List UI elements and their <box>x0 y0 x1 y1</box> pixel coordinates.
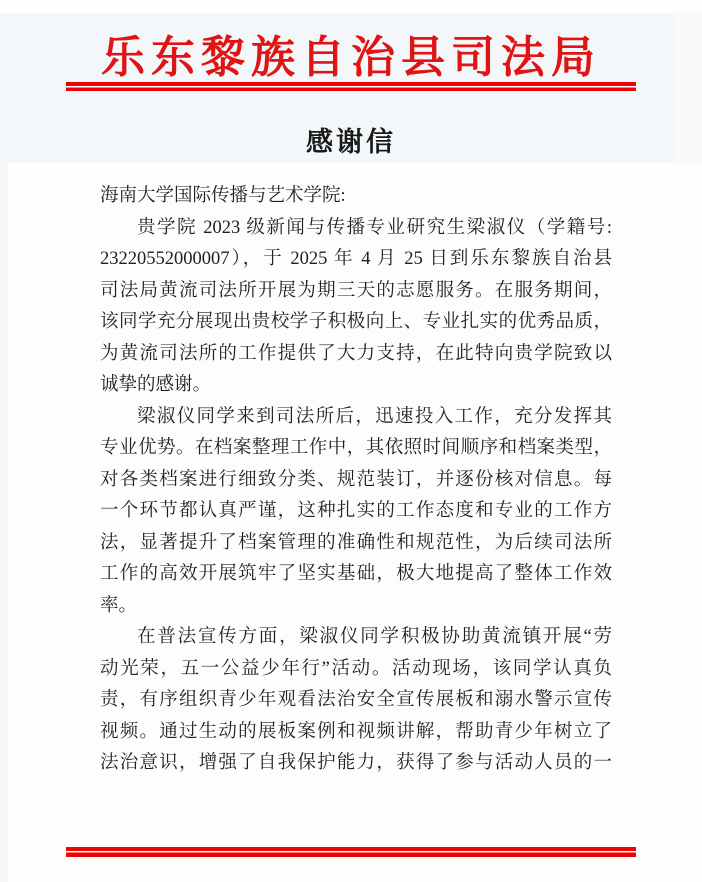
body-line: 责，有序组织青少年观看法治安全宣传展板和溺水警示宣传 <box>100 690 612 710</box>
body-line: 诚挚的感谢。 <box>100 375 212 395</box>
body-line: 在普法宣传方面，梁淑仪同学积极协助黄流镇开展“劳 <box>137 627 612 647</box>
letter-body <box>100 181 612 780</box>
footer-double-rule <box>66 847 636 857</box>
body-line: 司法局黄流司法所开展为期三天的志愿服务。在服务期间， <box>100 280 612 301</box>
body-line: 法，显著提升了档案管理的准确性和规范性，为后续司法所 <box>100 532 612 553</box>
body-line: 工作的高效开展筑牢了坚实基础，极大地提高了整体工作效 <box>100 564 612 584</box>
body-line: 海南大学国际传播与艺术学院: <box>100 186 346 206</box>
body-line: 动光荣，五一公益少年行”活动。活动现场，该同学认真负 <box>100 658 612 679</box>
letterhead-double-rule <box>66 82 636 91</box>
body-line: 梁淑仪同学来到司法所后，迅速投入工作，充分发挥其 <box>137 406 612 427</box>
body-line: 对各类档案进行细致分类、规范装订，并逐份核对信息。每 <box>100 469 612 490</box>
body-line: 率。 <box>100 595 138 616</box>
body-line: 视频。通过生动的展板案例和视频讲解，帮助青少年树立了 <box>100 721 612 742</box>
body-line: 专业优势。在档案整理工作中，其依照时间顺序和档案类型， <box>100 438 612 458</box>
letterhead-org-title: 乐东黎族自治县司法局 <box>101 33 601 82</box>
letter-title: 感谢信 <box>306 127 396 157</box>
body-line: 法治意识，增强了自我保护能力，获得了参与活动人员的一 <box>100 753 612 773</box>
body-line: 23220552000007），于 2025 年 4 月 25 日到乐东黎族自治县 <box>100 249 612 269</box>
body-line: 该同学充分展现出贵校学子积极向上、专业扎实的优秀品质， <box>100 312 612 332</box>
body-line: 为黄流司法所的工作提供了大力支持，在此特向贵学院致以 <box>100 343 612 364</box>
top-white-strip <box>0 0 702 13</box>
body-line: 一个环节都认真严谨，这种扎实的工作态度和专业的工作方 <box>100 501 612 521</box>
body-line: 贵学院 2023 级新闻与传播专业研究生梁淑仪（学籍号: <box>137 217 612 238</box>
